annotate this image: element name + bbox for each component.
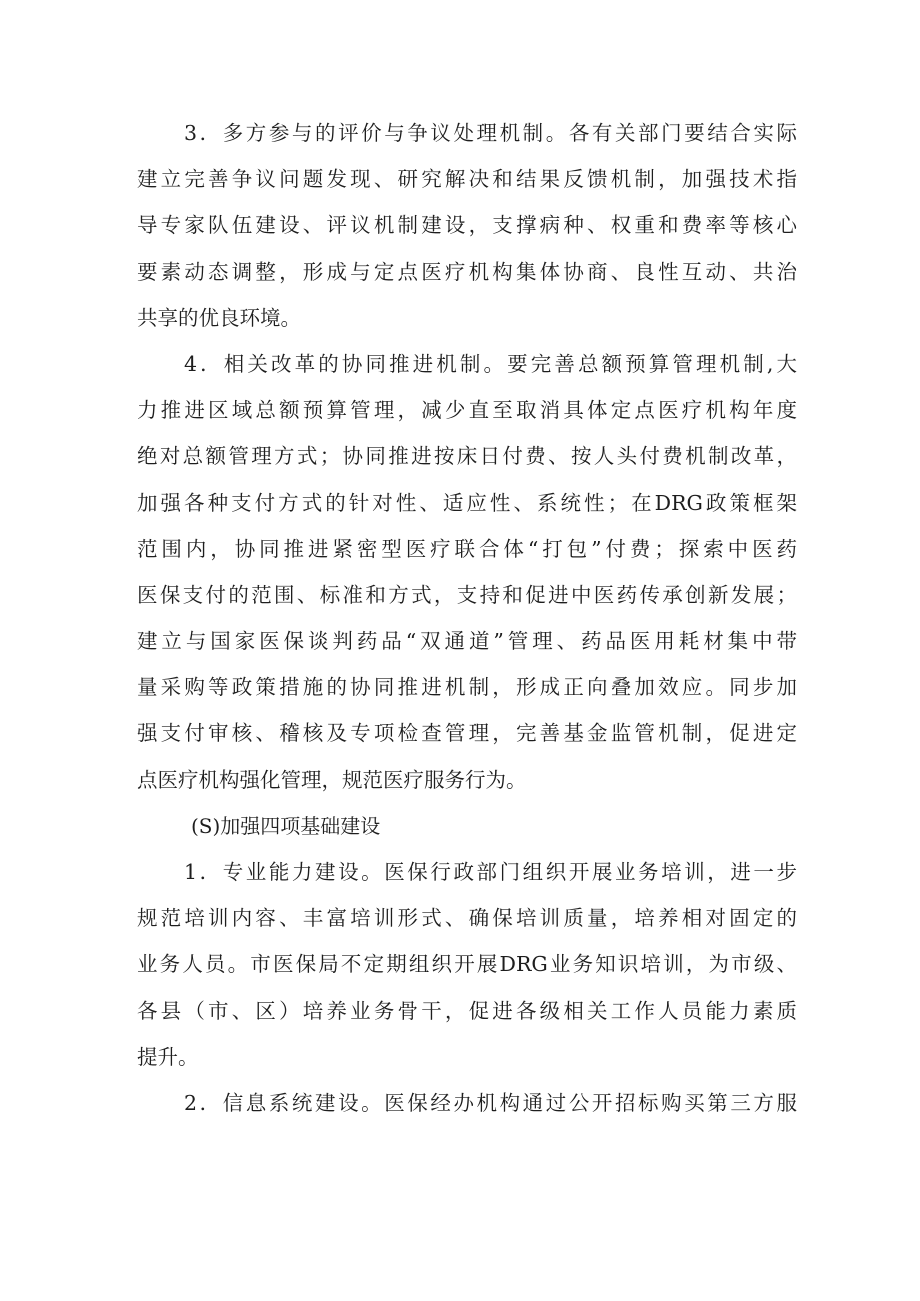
paragraph-4-line-10: 点医疗机构强化管理，规范医疗服务行为。 bbox=[137, 767, 527, 792]
document-body bbox=[137, 110, 797, 1126]
paragraph-3-line-5: 共享的优良环境。 bbox=[137, 305, 301, 330]
paragraph-s2-line-1: 2．信息系统建设。医保经办机构通过公开招标购买第三方服 bbox=[184, 1090, 797, 1115]
section-heading: (S)加强四项基础建设 bbox=[191, 813, 381, 838]
paragraph-3-line-4: 要素动态调整，形成与定点医疗机构集体协商、良性互动、共治 bbox=[137, 259, 797, 284]
paragraph-s1-line-3: 业务人员。市医保局不定期组织开展DRG业务知识培训，为市级、 bbox=[137, 952, 797, 977]
paragraph-4-line-8: 量采购等政策措施的协同推进机制，形成正向叠加效应。同步加 bbox=[137, 675, 797, 700]
paragraph-s1-line-2: 规范培训内容、丰富培训形式、确保培训质量，培养相对固定的 bbox=[137, 906, 797, 931]
paragraph-4-line-7: 建立与国家医保谈判药品“双通道”管理、药品医用耗材集中带 bbox=[137, 629, 797, 654]
paragraph-4-line-2: 力推进区域总额预算管理，减少直至取消具体定点医疗机构年度 bbox=[137, 398, 797, 423]
paragraph-4-line-3: 绝对总额管理方式；协同推进按床日付费、按人头付费机制改革， bbox=[137, 444, 797, 469]
paragraph-4-line-9: 强支付审核、稽核及专项检查管理，完善基金监管机制，促进定 bbox=[137, 721, 797, 746]
paragraph-3-line-2: 建立完善争议问题发现、研究解决和结果反馈机制，加强技术指 bbox=[137, 167, 797, 192]
paragraph-4-line-4: 加强各种支付方式的针对性、适应性、系统性；在DRG政策框架 bbox=[137, 490, 797, 515]
paragraph-s1-line-1: 1．专业能力建设。医保行政部门组织开展业务培训，进一步 bbox=[184, 860, 797, 884]
paragraph-3-line-3: 导专家队伍建设、评议机制建设，支撑病种、权重和费率等核心 bbox=[137, 213, 797, 238]
paragraph-3-line-1: 3．多方参与的评价与争议处理机制。各有关部门要结合实际 bbox=[184, 121, 797, 145]
paragraph-s1-line-4: 各县（市、区）培养业务骨干，促进各级相关工作人员能力素质 bbox=[137, 998, 797, 1023]
paragraph-s1-line-5: 提升。 bbox=[137, 1044, 199, 1069]
paragraph-4-line-5: 范围内，协同推进紧密型医疗联合体“打包”付费；探索中医药 bbox=[137, 536, 797, 561]
paragraph-4-line-1: 4．相关改革的协同推进机制。要完善总额预算管理机制,大 bbox=[184, 351, 797, 376]
paragraph-4-line-6: 医保支付的范围、标准和方式，支持和促进中医药传承创新发展； bbox=[137, 582, 797, 607]
